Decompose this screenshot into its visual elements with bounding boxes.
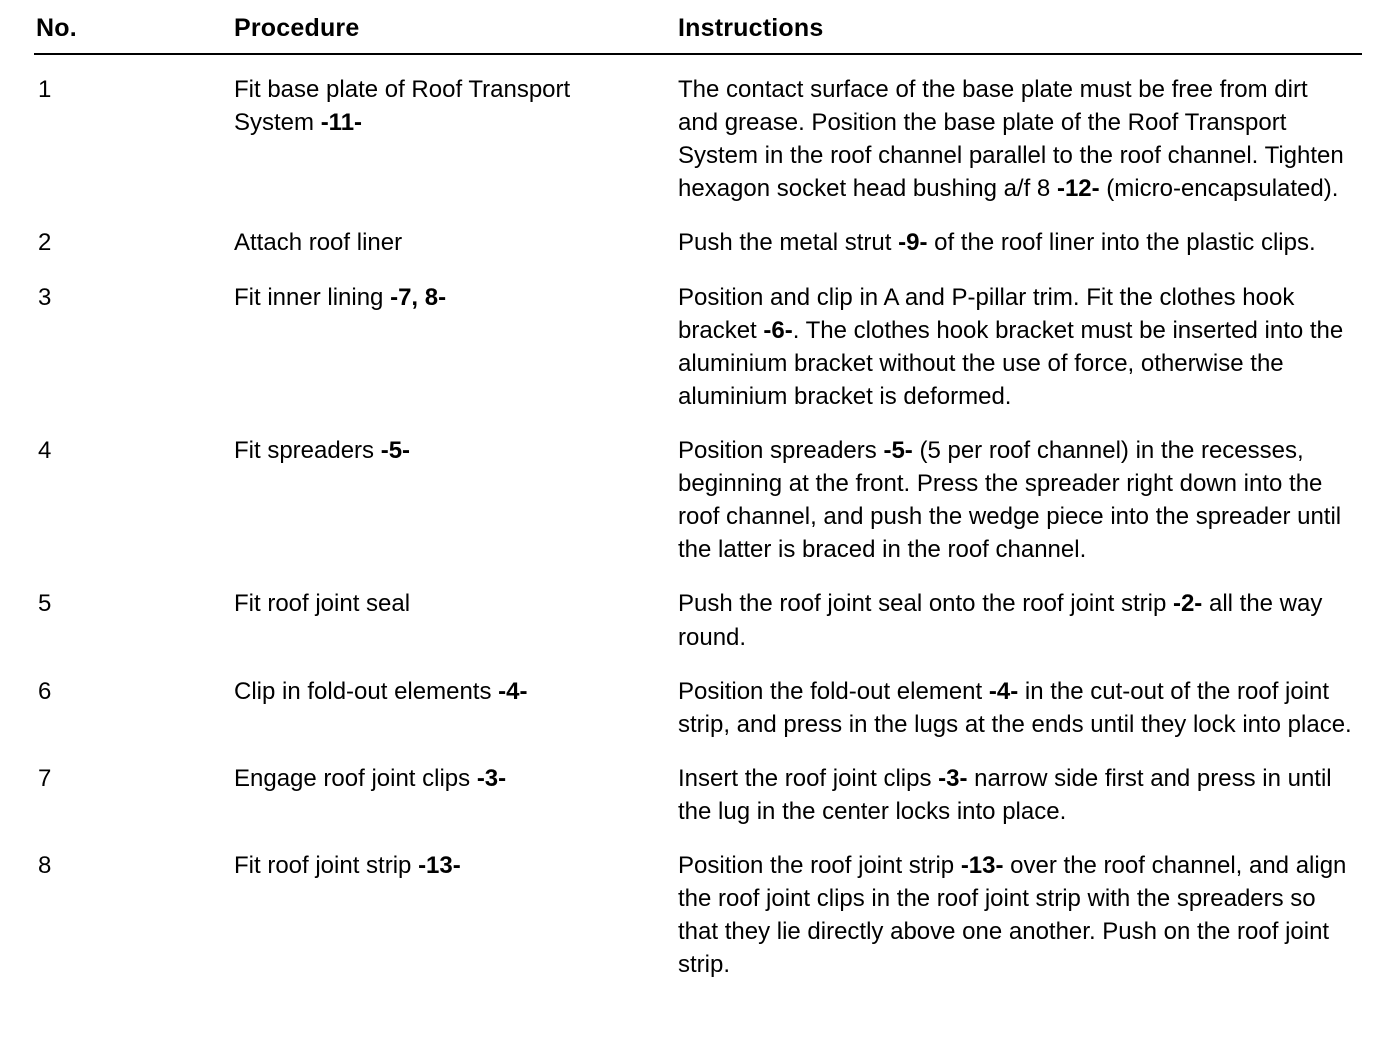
cell-step-number: 8 bbox=[38, 852, 52, 880]
cell-step-number: 5 bbox=[38, 590, 52, 618]
cell-procedure: Fit inner lining -7, 8- bbox=[234, 283, 447, 311]
procedure-table bbox=[34, 14, 1362, 989]
cell-step-number: 7 bbox=[38, 764, 52, 792]
table-row bbox=[34, 748, 1362, 835]
column-header-procedure: Procedure bbox=[234, 14, 360, 42]
cell-instructions: Push the metal strut -9- of the roof liner into the plastic clips. bbox=[678, 229, 1316, 257]
cell-procedure: Fit spreaders -5- bbox=[234, 436, 411, 464]
cell-step-number: 3 bbox=[38, 283, 52, 311]
table-row bbox=[34, 661, 1362, 748]
table-header bbox=[34, 14, 1362, 55]
cell-instructions: The contact surface of the base plate must be free from dirt and grease. Position the base plate of the Roof Transport System in the roof channel parallel to the roof channel. Tighten hexagon socket head bushing a/f 8 -12- (micro-encapsulated). bbox=[678, 76, 1344, 203]
cell-step-number: 4 bbox=[38, 436, 52, 464]
cell-procedure: Fit roof joint strip -13- bbox=[234, 852, 461, 880]
cell-procedure: Clip in fold-out elements -4- bbox=[234, 677, 528, 705]
table-row bbox=[34, 420, 1362, 573]
cell-step-number: 6 bbox=[38, 677, 52, 705]
cell-procedure: Fit base plate of Roof Transport System -11- bbox=[234, 76, 571, 137]
cell-instructions: Position and clip in A and P-pillar trim. Fit the clothes hook bracket -6-. The clothes hook bracket must be inserted into the aluminium bracket without the use of force, otherwise the aluminium bracket is deformed. bbox=[678, 283, 1344, 410]
cell-procedure: Attach roof liner bbox=[234, 229, 403, 257]
table-row bbox=[34, 573, 1362, 660]
table-row bbox=[34, 55, 1362, 212]
cell-step-number: 1 bbox=[38, 76, 52, 103]
table-row bbox=[34, 267, 1362, 420]
table-row bbox=[34, 835, 1362, 988]
table-row bbox=[34, 212, 1362, 266]
table-header-row bbox=[34, 14, 1362, 53]
table-body bbox=[34, 55, 1362, 989]
cell-step-number: 2 bbox=[38, 229, 52, 257]
cell-instructions: Push the roof joint seal onto the roof joint strip -2- all the way round. bbox=[678, 590, 1323, 651]
cell-instructions: Insert the roof joint clips -3- narrow side first and press in until the lug in the center locks into place. bbox=[678, 764, 1332, 825]
cell-instructions: Position the fold-out element -4- in the cut-out of the roof joint strip, and press in the lugs at the ends until they lock into place. bbox=[678, 677, 1352, 738]
cell-procedure: Fit roof joint seal bbox=[234, 590, 411, 618]
cell-procedure: Engage roof joint clips -3- bbox=[234, 764, 507, 792]
cell-instructions: Position spreaders -5- (5 per roof channel) in the recesses, beginning at the front. Press the spreader right down into the roof channel, and push the wedge piece into the spreader until the latter is braced in the roof channel. bbox=[678, 436, 1342, 564]
cell-instructions: Position the roof joint strip -13- over the roof channel, and align the roof joint clips in the roof joint strip with the spreaders so that they lie directly above one another. Push on the roof joint strip. bbox=[678, 852, 1347, 979]
column-header-instructions: Instructions bbox=[678, 14, 824, 42]
column-header-no: No. bbox=[36, 14, 77, 42]
